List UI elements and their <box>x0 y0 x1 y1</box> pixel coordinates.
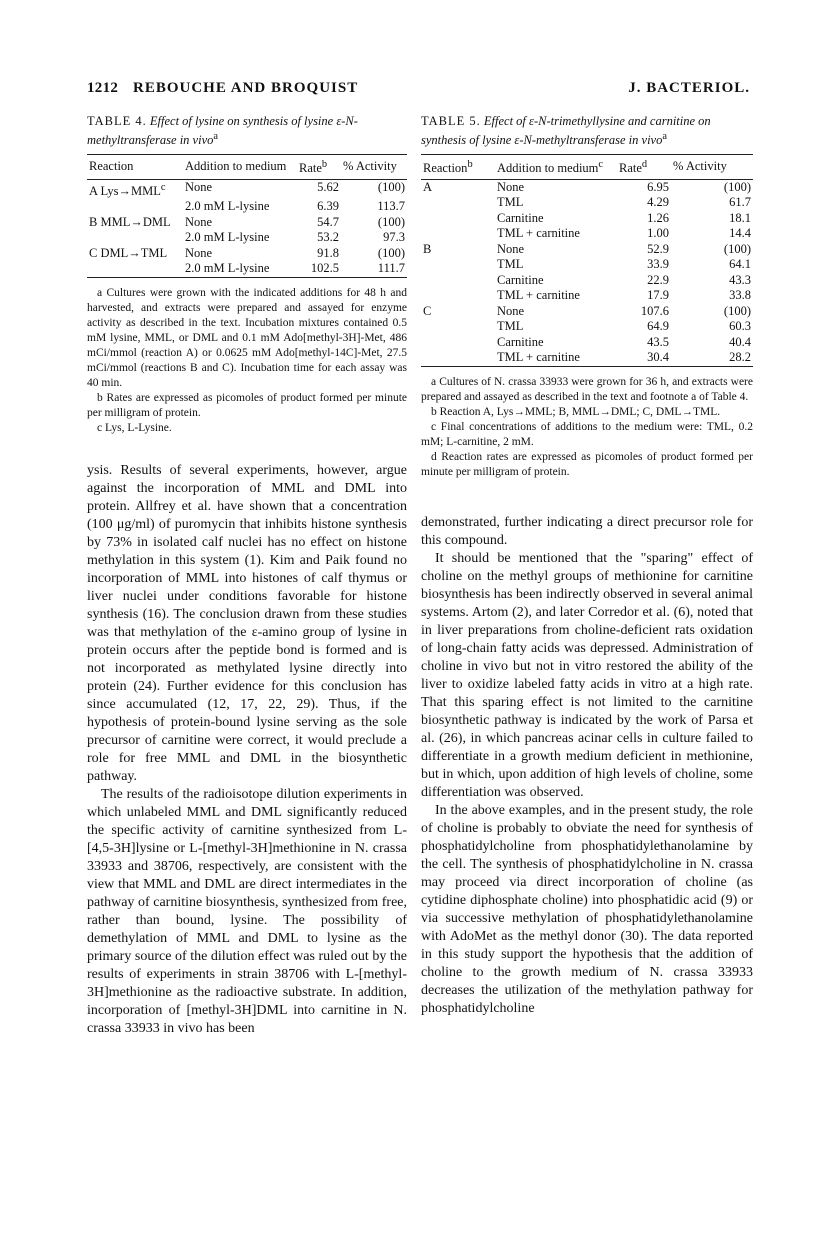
table5-row-cell <box>421 226 495 242</box>
running-authors: REBOUCHE AND BROQUIST <box>133 80 359 96</box>
table4-header-row <box>87 155 407 180</box>
table5-row-cell: TML + carnitine <box>497 226 580 241</box>
body-paragraph: The results of the radioisotope dilution experiments in which unlabeled MML and DML significantly reduced the specific activity of carnitine synthesized from L-[4,5-3H]lysine or L-[methyl-3H]methionine in N. crassa 33933 and 38706, respectively, are consistent with the view that MML and DML are direct intermediates in the pathway of carnitine biosynthesis, synthesized from free, rather than bound, lysine. The possibility of demethylation of MML and DML to lysine as the primary source of the dilution effect was ruled out by the results of experiments in strain 38706 with L-[methyl-3H]methionine as the radioactive substrate. In addition, incorporation of [methyl-3H]DML into carnitine in N. crassa 33933 in vivo has been <box>87 786 407 1036</box>
table5-footnotes <box>421 375 753 480</box>
left-body-text <box>87 462 407 1038</box>
table4-footnote: b Rates are expressed as picomoles of product formed per minute per milligram of protein. <box>87 391 407 419</box>
table5-footnote: c Final concentrations of additions to the medium were: TML, 0.2 mM; L-carnitine, 2 mM. <box>421 420 753 448</box>
table5-row-cell: TML <box>497 319 524 334</box>
table5-row-cell <box>421 257 495 273</box>
table5-header-row <box>421 155 753 180</box>
table5-row-cell: 6.95 <box>647 179 669 194</box>
table5-row <box>421 242 753 258</box>
table5-col-header: Reaction$^b$ <box>423 159 473 176</box>
table5-row-cell: 43.5 <box>647 334 669 349</box>
table5-row-cell: C <box>423 303 432 318</box>
table4-footnote: c Lys, L-Lysine. <box>97 421 172 434</box>
table4-caption: TABLE 4. Effect of lysine on synthesis of lysine ε-N-methyltransferase in vivo$^a$ <box>87 114 358 148</box>
table5-col-header: Rate$^d$ <box>619 159 648 176</box>
table5-row-cell: B <box>423 241 432 256</box>
table5-row <box>421 226 753 242</box>
table5-row-cell <box>421 211 495 227</box>
table5-row <box>421 179 753 195</box>
table5-row-cell: 64.1 <box>729 257 751 272</box>
table5-row-cell <box>421 319 495 335</box>
table5-row-cell: 1.00 <box>647 226 669 241</box>
right-body-text <box>421 514 753 1018</box>
table4-row <box>87 261 407 277</box>
table4-col-header: Reaction <box>89 159 134 174</box>
table5-caption: TABLE 5. Effect of ε-N-trimethyllysine and carnitine on synthesis of lysine ε-N-methyltransferase in vivo$^a$ <box>421 114 711 148</box>
table4-row-cell: 2.0 mM L-lysine <box>185 230 270 245</box>
table5-row-cell: 64.9 <box>647 319 669 334</box>
table5-row <box>421 257 753 273</box>
table4-row-cell: 2.0 mM L-lysine <box>185 261 270 276</box>
table4-row-cell: 54.7 <box>317 214 339 229</box>
table5-row-cell: 14.4 <box>729 226 751 241</box>
table4-row-cell: (100) <box>377 245 405 260</box>
table5-footnote: d Reaction rates are expressed as picomoles of product formed per minute per milligram of protein. <box>421 450 753 478</box>
table5-row-cell: 33.9 <box>647 257 669 272</box>
table4-row-cell: (100) <box>377 179 405 194</box>
table4 <box>87 114 407 436</box>
table5-col-header: % Activity <box>673 159 727 174</box>
table5-row-cell: 22.9 <box>647 272 669 287</box>
table4-row-cell: B MML→DML <box>89 214 171 229</box>
table5-row <box>421 350 753 366</box>
table4-row-cell: 53.2 <box>317 230 339 245</box>
table4-row-cell: 2.0 mM L-lysine <box>185 199 270 214</box>
table4-row <box>87 246 407 262</box>
table5-row-cell <box>421 288 495 304</box>
table4-row-cell: None <box>185 214 213 229</box>
table5-row-cell: 60.3 <box>729 319 751 334</box>
table5-footnote: b Reaction A, Lys→MML; B, MML→DML; C, DML→TML. <box>431 405 721 418</box>
table4-grid <box>87 154 407 278</box>
running-journal: J. BACTERIOL. <box>628 80 750 96</box>
right-column <box>421 114 753 1018</box>
table4-row <box>87 215 407 231</box>
body-paragraph: In the above examples, and in the present study, the role of choline is probably to obviate the need for synthesis of phosphatidylcholine from phosphatidylethanolamine by the cell. The synthesis of phosphatidylcholine in N. crassa may proceed via direct incorporation of choline (as cytidine diphosphate choline) into phosphatidic acid (9) or via successive methylation of phosphatidylethanolamine with AdoMet as the methyl donor (30). The data reported in this study support the hypothesis that the addition of choline to the growth medium of N. crassa 33933 decreases the utilization of the methylation pathway for phosphatidylcholine <box>421 802 753 1016</box>
table5-row-cell: 17.9 <box>647 288 669 303</box>
table4-footnotes <box>87 286 407 436</box>
table5-row-cell <box>421 195 495 211</box>
table5-grid <box>421 154 753 367</box>
table4-row <box>87 230 407 246</box>
table5-row <box>421 319 753 335</box>
table5-row-cell: (100) <box>723 241 751 256</box>
table5-row-cell: 40.4 <box>729 334 751 349</box>
table4-row-cell: 97.3 <box>383 230 405 245</box>
body-paragraph: It should be mentioned that the "sparing" effect of choline on the methyl groups of methionine for carnitine biosynthesis has been indirectly observed in several animal systems. Artom (2), and later Corredor et al. (6), noted that in liver preparations from choline-deficient rats oxidation of long-chain fatty acids was depressed. Administration of choline in vivo but not in vitro restored the ability of the liver to oxidize labeled fatty acids in vitro at a high rate. That this sparing effect is not limited to the carnitine biosynthetic pathway is indicated by the work of Parsa et al. (26), in which pancreas acinar cells in culture failed to differentiate in a growth medium deficient in methionine, but in which, upon addition of high levels of choline, some differentiation was observed. <box>421 550 753 800</box>
table5-row <box>421 195 753 211</box>
table5-row <box>421 211 753 227</box>
table4-row <box>87 179 407 199</box>
table5-row <box>421 273 753 289</box>
left-column <box>87 114 407 1038</box>
table5-row-cell: 1.26 <box>647 210 669 225</box>
table5-row-cell: Carnitine <box>497 334 544 349</box>
table4-row-cell: A $Lys\to MML^c$ <box>89 181 166 198</box>
table5-row-cell: 30.4 <box>647 350 669 365</box>
table5-row-cell: Carnitine <box>497 272 544 287</box>
table5-row-cell <box>421 335 495 351</box>
table5-row-cell: TML + carnitine <box>497 288 580 303</box>
table5-col-header: Addition to medium$^c$ <box>497 159 604 176</box>
table5-row-cell: 107.6 <box>640 303 669 318</box>
table4-col-header: % Activity <box>343 159 397 174</box>
table4-row-cell <box>87 261 183 277</box>
table5-row-cell: TML + carnitine <box>497 350 580 365</box>
table5-row-cell: A <box>423 179 433 194</box>
table5-row-cell: None <box>497 303 525 318</box>
table4-row-cell: 91.8 <box>317 245 339 260</box>
table5-row-cell: 4.29 <box>647 195 669 210</box>
running-header <box>87 80 750 102</box>
table5-row-cell: 61.7 <box>729 195 751 210</box>
table4-row-cell: C DML→TML <box>89 245 168 260</box>
table5-row-cell: TML <box>497 195 524 210</box>
table4-row-cell <box>87 199 183 215</box>
table5-row-cell: 33.8 <box>729 288 751 303</box>
table4-row-cell: None <box>185 245 213 260</box>
table4-row-cell: 102.5 <box>310 261 339 276</box>
table5-row-cell: TML <box>497 257 524 272</box>
table4-row-cell: 5.62 <box>317 179 339 194</box>
table5-row <box>421 335 753 351</box>
table4-row-cell: (100) <box>377 214 405 229</box>
table4-col-header: Addition to medium <box>185 159 287 174</box>
table5-row-cell: 43.3 <box>729 272 751 287</box>
body-paragraph: ysis. Results of several experiments, however, argue against the incorporation of MML and DML into protein. Allfrey et al. have shown that a concentration (100 μg/ml) of puromycin that inhibits histone synthesis by 73% in isolated calf nuclei has no effect on histone methylation in this system (1). Kim and Paik found no incorporation of MML into histones of calf thymus or liver nuclei under conditions favorable for histone synthesis (16). The conclusion drawn from these studies was that methylation of the ε-amino group of lysine in protein occurs after the peptide bond is formed and is not incorporated as methylated lysine directly into protein (24). Further evidence for this conclusion has since accumulated (12, 17, 22, 29). Thus, if the hypothesis of protein-bound lysine serving as the sole precursor of carnitine were correct, it would preclude a role for free MML and DML in the biosynthetic pathway. <box>87 462 407 784</box>
table5-row-cell: None <box>497 179 525 194</box>
table5-row <box>421 288 753 304</box>
table4-row <box>87 199 407 215</box>
table4-row-cell: None <box>185 179 213 194</box>
table5-footnote: a Cultures of N. crassa 33933 were grown for 36 h, and extracts were prepared and assayed as described in the text and footnote a of Table 4. <box>421 375 753 403</box>
table4-col-header: Rate$^b$ <box>299 159 328 176</box>
table4-footnote: a Cultures were grown with the indicated additions for 48 h and harvested, and extracts were prepared and assayed for enzyme activity as described in the text. Incubation mixtures contained 0.5 mM lysine, MML, or DML and 0.1 mM Ado[methyl-3H]-Met, 486 mCi/mmol (reaction A) or 0.0625 mM Ado[methyl-14C]-Met, 27.5 mCi/mmol (reactions B and C). Incubation time for each assay was 40 min. <box>87 286 407 389</box>
table5-row-cell: (100) <box>723 179 751 194</box>
table5-caption-text: Effect of ε-N-trimethyllysine and carnitine on synthesis of lysine ε-N-methyltransferase in vivo <box>421 114 711 148</box>
table4-row-cell <box>87 230 183 246</box>
table5-row-cell <box>421 350 495 366</box>
page-number: 1212 <box>87 80 119 96</box>
table4-row-cell: 111.7 <box>377 261 405 276</box>
table5-row-cell: 18.1 <box>729 210 751 225</box>
table5-row-cell <box>421 273 495 289</box>
table5-row-cell: None <box>497 241 525 256</box>
table5 <box>421 114 753 480</box>
table4-row-cell: 6.39 <box>317 199 339 214</box>
table5-row-cell: Carnitine <box>497 210 544 225</box>
table5-row <box>421 304 753 320</box>
table4-row-cell: 113.7 <box>377 199 405 214</box>
body-paragraph: demonstrated, further indicating a direct precursor role for this compound. <box>421 514 753 548</box>
table5-row-cell: 52.9 <box>647 241 669 256</box>
table5-row-cell: 28.2 <box>729 350 751 365</box>
table4-caption-text: Effect of lysine on synthesis of lysine ε-N-methyltransferase in vivo <box>87 114 358 148</box>
table5-row-cell: (100) <box>723 303 751 318</box>
